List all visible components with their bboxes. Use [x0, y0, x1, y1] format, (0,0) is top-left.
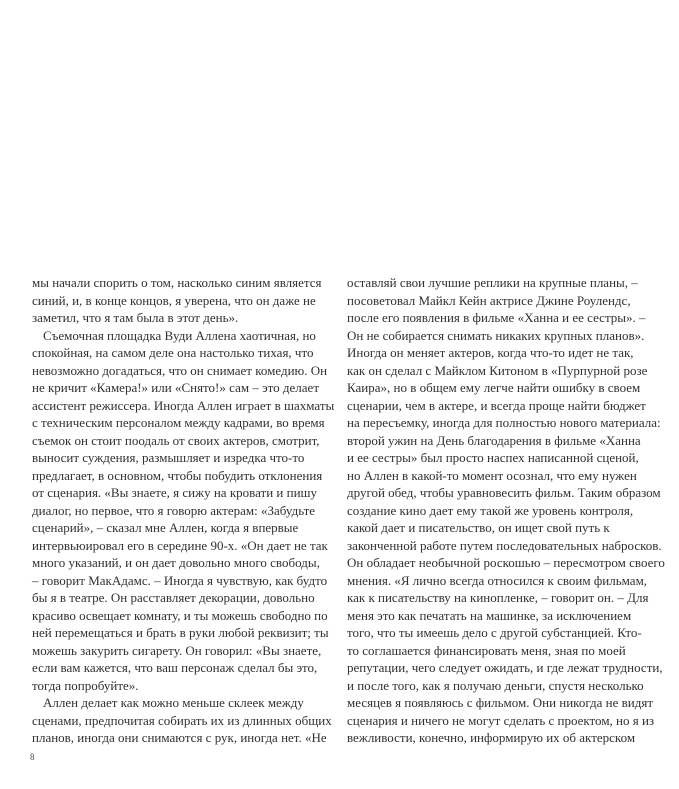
text-line: на пересъемку, иногда для полностью нового материала:	[347, 415, 661, 430]
text-line: заметил, что я там была в этот день».	[32, 310, 239, 325]
text-line: то соглашается финансировать меня, зная по моей	[347, 642, 626, 658]
text-line: как он сделал с Майклом Китоном в «Пурпурной розе	[347, 362, 648, 378]
text-line: синий, и, в конце концов, я уверена, что он даже не	[32, 292, 316, 308]
text-line: сценарии, чем в актере, и всегда проще найти бюджет	[347, 397, 646, 413]
text-line: и после того, как я получаю деньги, спустя несколько	[347, 677, 644, 693]
text-line: диалог, но первое, что я говорю актерам: «Забудьте	[32, 502, 316, 518]
text-line: сценария и ничего не могут сделать с проектом, но я из	[347, 712, 655, 728]
text-line: меня это как печатать на машинке, за исключением	[347, 607, 632, 623]
text-line: другой обед, чтобы уравновесить фильм. Таким образом	[347, 485, 661, 500]
text-line: месяцев я появляюсь с фильмом. Они никогда не видят	[347, 695, 654, 710]
text-line: интервьюировал его в середине 90-х. «Он дает не так	[32, 537, 328, 553]
text-line: создание кино дает ему такой же уровень контроля,	[347, 502, 634, 518]
text-line: сценами, предпочитая собирать их из длинных общих	[32, 712, 332, 728]
text-line: того, что ты имеешь дело с другой субстанцией. Кто-	[347, 625, 642, 640]
text-line: с техническим персоналом между кадрами, во время	[32, 415, 325, 430]
text-line: планов, иногда они снимаются с рук, иногда нет. «Не	[32, 730, 327, 745]
text-line: мы начали спорить о том, насколько синим является	[32, 275, 322, 290]
text-line: второй ужин на День благодарения в фильме «Ханна	[347, 432, 641, 448]
text-line: можешь закурить сигарету. Он говорил: «Вы знаете,	[32, 642, 322, 658]
text-line: если вам кажется, что ваш персонаж сделал бы это,	[32, 660, 318, 675]
text-line: вежливости, конечно, информирую их об актерском	[347, 730, 636, 745]
text-line: какой дает и писательство, он ищет свой путь к	[347, 520, 610, 535]
text-line: Съемочная площадка Вуди Аллена хаотичная, но	[43, 327, 316, 343]
text-line: не кричит «Камера!» или «Снято!» сам – это делает	[32, 380, 319, 395]
text-line: как к писательству на кинопленке, – говорит он. – Для	[347, 590, 649, 605]
text-column-right	[347, 274, 665, 747]
text-line: Иногда он меняет актеров, когда что-то идет не так,	[347, 345, 634, 360]
text-line: тогда попробуйте».	[32, 677, 139, 693]
text-line: съемок он стоит поодаль от своих актеров, смотрит,	[32, 432, 320, 448]
text-line: сценарий», – сказал мне Аллен, когда я впервые	[32, 520, 299, 535]
text-line: выносит суждения, размышляет и изредка что-то	[32, 450, 305, 465]
text-line: посоветовал Майкл Кейн актрисе Джине Роулендс,	[347, 292, 631, 308]
text-line: оставляй свои лучшие реплики на крупные планы, –	[347, 275, 638, 290]
text-line: предлагает, в основном, чтобы побудить отклонения	[32, 467, 323, 483]
text-line: много указаний, и он дает довольно много свободы,	[32, 555, 320, 570]
text-line: – говорит МакАдамс. – Иногда я чувствую, как будто	[32, 572, 328, 588]
text-line: ней перемещаться и брать в руки любой реквизит; ты	[32, 625, 329, 640]
text-line: от сценария. «Вы знаете, я сижу на кровати и пишу	[32, 485, 318, 500]
text-line: после его появления в фильме «Ханна и ее сестры». –	[347, 310, 646, 325]
page-number: 8	[30, 752, 35, 762]
text-line: репутации, чего следует ожидать, и где лежат трудности,	[347, 660, 663, 675]
text-line: невозможно догадаться, что он снимает комедию. Он	[32, 362, 328, 378]
text-line: и ее сестры» был просто наспех написанной сценой,	[347, 450, 639, 465]
text-line: мнения. «Я лично всегда относился к своим фильмам,	[347, 572, 648, 588]
text-line: Он не собирается снимать никаких крупных планов».	[347, 327, 645, 343]
text-line: спокойная, на самом деле она настолько тихая, что	[32, 345, 314, 360]
text-line: Аллен делает как можно меньше склеек между	[43, 695, 304, 710]
text-line: ассистент режиссера. Иногда Аллен играет в шахматы	[32, 397, 335, 413]
text-line: но Аллен в какой-то момент осознал, что ему нужен	[347, 467, 637, 483]
text-line: бы я в театре. Он расставляет декорации, довольно	[32, 590, 315, 605]
text-line: Он обладает необычной роскошью – пересмотром своего	[347, 555, 665, 570]
text-line: красиво освещает комнату, и ты можешь свободно по	[32, 607, 328, 623]
text-line: Каира», но в общем ему легче найти ошибку в своем	[347, 380, 641, 395]
text-line: законченной работе путем последовательных набросков.	[347, 537, 662, 553]
text-column-left	[32, 274, 340, 747]
